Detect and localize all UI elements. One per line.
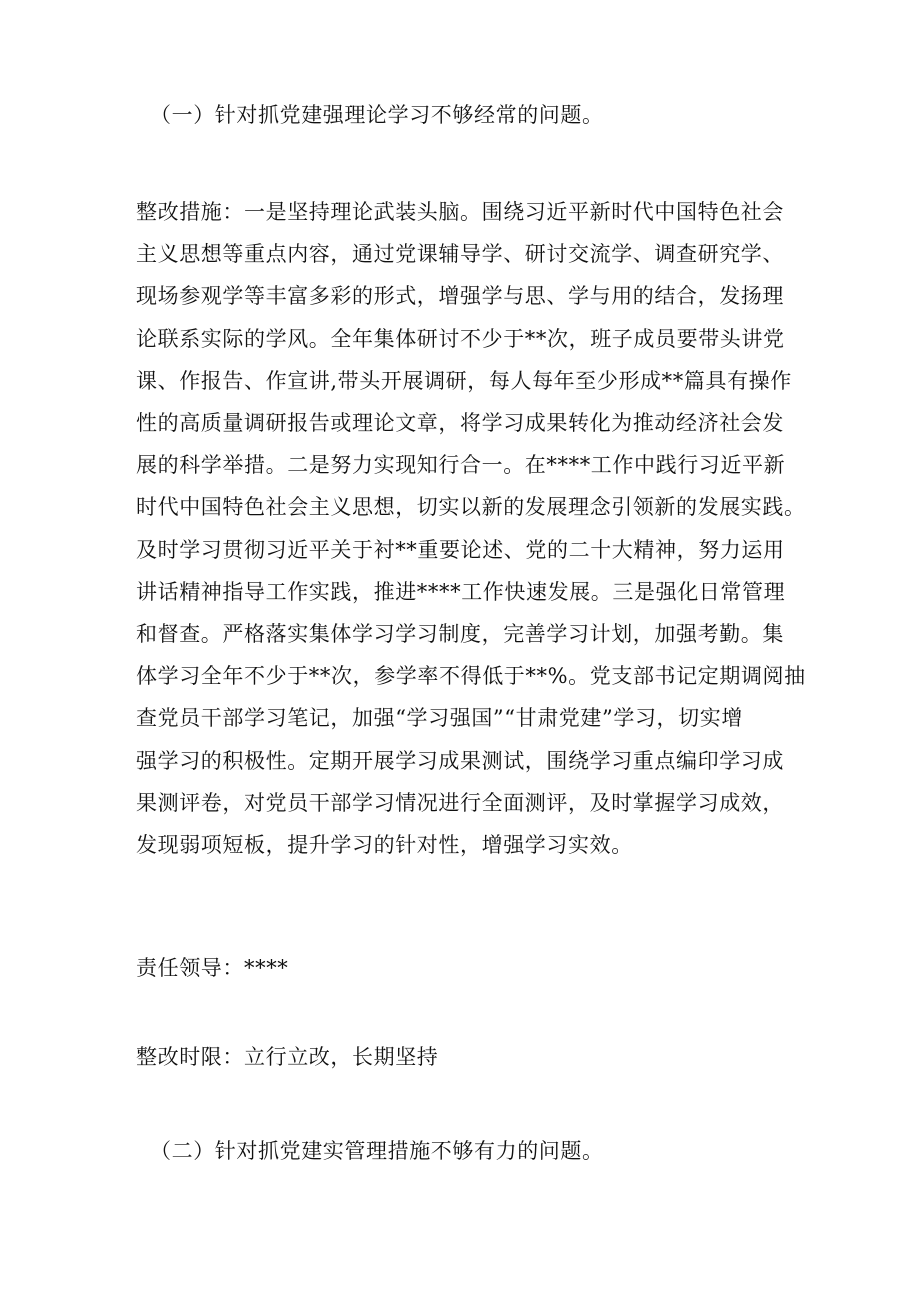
- measures-line-14: 强学习的积极性。定期开展学习成果测试，围绕学习重点编印学习成: [136, 749, 784, 773]
- measures-line-4: 论联系实际的学风。全年集体研讨不少于**次，班子成员要带头讲党: [136, 327, 785, 351]
- section-2-heading: （二）针对抓党建实管理措施不够有力的问题。: [150, 1139, 604, 1163]
- measures-line-11: 和督查。严格落实集体学习学习制度，完善学习计划，加强考勤。集: [136, 622, 784, 646]
- section-1-heading: （一）针对抓党建强理论学习不够经常的问题。: [150, 103, 604, 127]
- measures-line-16: 发现弱项短板，提升学习的针对性，增强学习实效。: [136, 833, 633, 857]
- measures-line-1: 整改措施：一是坚持理论武装头脑。围绕习近平新时代中国特色社会: [136, 200, 784, 224]
- measures-line-13: 查党员干部学习笔记，加强“学习强国”“甘肃党建”学习，切实增: [136, 706, 743, 730]
- measures-line-10: 讲话精神指导工作实践，推进****工作快速发展。三是强化日常管理: [136, 580, 786, 604]
- measures-line-9: 及时学习贯彻习近平关于衬**重要论述、党的二十大精神，努力运用: [136, 538, 785, 562]
- measures-line-5: 课、作报告、作宣讲,带头开展调研，每人每年至少形成**篇具有操作: [136, 369, 792, 393]
- measures-line-2: 主义思想等重点内容，通过党课辅导学、研讨交流学、调查研究学、: [136, 242, 784, 266]
- measures-line-15: 果测评卷，对党员干部学习情况进行全面测评，及时掌握学习成效，: [136, 791, 784, 815]
- measures-line-6: 性的高质量调研报告或理论文章，将学习成果转化为推动经济社会发: [136, 411, 784, 435]
- rectification-deadline: 整改时限：立行立改，长期坚持: [136, 1045, 439, 1069]
- responsible-leader: 责任领导：****: [136, 956, 289, 980]
- measures-line-8: 时代中国特色社会主义思想，切实以新的发展理念引领新的发展实践。: [136, 495, 806, 519]
- measures-line-7: 展的科学举措。二是努力实现知行合一。在****工作中践行习近平新: [136, 453, 786, 477]
- measures-line-12: 体学习全年不少于**次，参学率不得低于**%。党支部书记定期调阅抽: [136, 664, 806, 688]
- measures-line-3: 现场参观学等丰富多彩的形式，增强学与思、学与用的结合，发扬理: [136, 284, 784, 308]
